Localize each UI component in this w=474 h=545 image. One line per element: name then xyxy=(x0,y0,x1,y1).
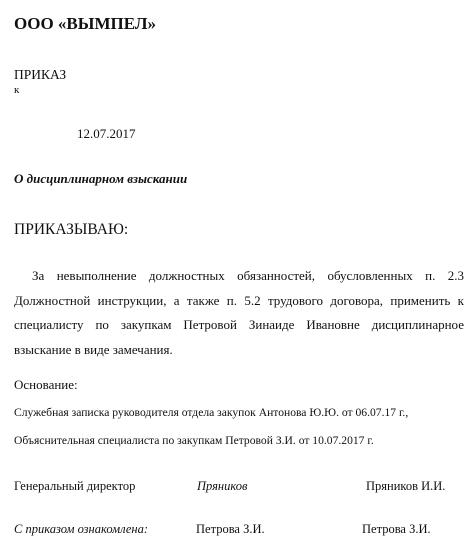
to-label: к xyxy=(14,84,20,96)
basis-item: Объяснительная специалиста по закупкам Петровой З.И. от 10.07.2017 г. xyxy=(14,434,374,447)
order-body: За невыполнение должностных обязанностей, обусловленных п. 2.3 Должностной инструкции, а также п. 5.2 трудового договора, применить к специалисту по закупкам Петровой Зинаиде Ивановне дисциплинарное взыскание в виде замечания. xyxy=(14,268,464,357)
acknowledgement-signature: Петрова З.И. xyxy=(196,522,265,536)
acknowledgement-name: Петрова З.И. xyxy=(362,522,431,536)
director-title: Генеральный директор xyxy=(14,479,136,493)
order-heading: ПРИКАЗЫВАЮ: xyxy=(14,221,129,238)
director-name: Пряников И.И. xyxy=(366,479,446,493)
organization-name: ООО «ВЫМПЕЛ» xyxy=(14,14,157,33)
order-subject: О дисциплинарном взыскании xyxy=(14,171,188,186)
order-date: 12.07.2017 xyxy=(77,126,136,141)
director-signature: Пряников xyxy=(197,479,248,493)
document-type: ПРИКАЗ xyxy=(14,67,67,82)
acknowledgement-label: С приказом ознакомлена: xyxy=(14,522,149,536)
basis-item: Служебная записка руководителя отдела закупок Антонова Ю.Ю. от 06.07.17 г., xyxy=(14,406,409,419)
basis-label: Основание: xyxy=(14,377,78,392)
